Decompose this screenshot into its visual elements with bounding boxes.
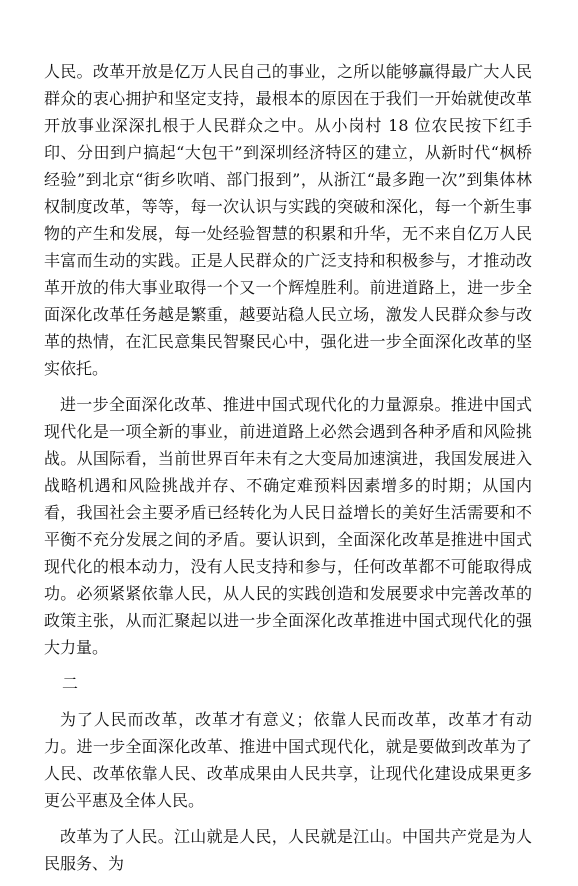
- document-body: [44, 58, 532, 886]
- paragraph-4: 改革为了人民。江山就是人民，人民就是江山。中国共产党是为人民服务、为: [44, 827, 532, 873]
- paragraph-3: 为了人民而改革，改革才有意义；依靠人民而改革，改革才有动力。进一步全面深化改革、推进中国式现代化，就是要做到改革为了人民、改革依靠人民、改革成果由人民共享，让现代化建设成果更多更公平惠及全体人民。: [44, 710, 532, 810]
- section-number: 二: [62, 674, 79, 693]
- paragraph-1: 人民。改革开放是亿万人民自己的事业，之所以能够赢得最广大人民群众的衷心拥护和坚定支持，最根本的原因在于我们一开始就使改革开放事业深深扎根于人民群众之中。从小岗村 18 位农民按下红手印、分田到户搞起“大包干”到深圳经济特区的建立，从新时代“枫桥经验”到北京“街乡吹哨、部门报到”，从浙江“最多跑一次”到集体林权制度改革，等等，每一次认识与实践的突破和深化，每一个新生事物的产生和发展，每一处经验智慧的积累和升华，无不来自亿万人民丰富而生动的实践。正是人民群众的广泛支持和积极参与，才推动改革开放的伟大事业取得一个又一个辉煌胜利。前进道路上，进一步全面深化改革任务越是繁重，越要站稳人民立场，激发人民群众参与改革的热情，在汇民意集民智聚民心中，强化进一步全面深化改革的坚实依托。: [44, 62, 532, 378]
- paragraph-2: 进一步全面深化改革、推进中国式现代化的力量源泉。推进中国式现代化是一项全新的事业，前进道路上必然会遇到各种矛盾和风险挑战。从国际看，当前世界百年未有之大变局加速演进，我国发展进入战略机遇和风险挑战并存、不确定难预料因素增多的时期；从国内看，我国社会主要矛盾已经转化为人民日益增长的美好生活需要和不平衡不充分发展之间的矛盾。要认识到，全面深化改革是推进中国式现代化的根本动力，没有人民支持和参与，任何改革都不可能取得成功。必须紧紧依靠人民，从人民的实践创造和发展要求中完善改革的政策主张，从而汇聚起以进一步全面深化改革推进中国式现代化的强大力量。: [44, 395, 532, 657]
